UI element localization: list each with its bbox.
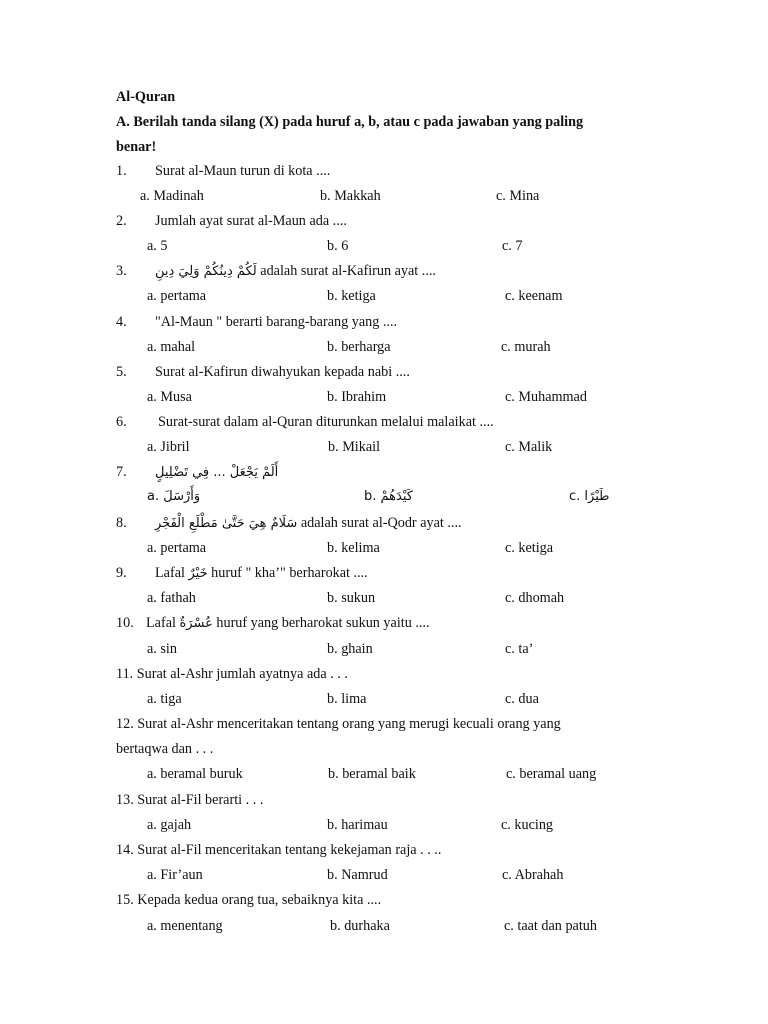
question-stem-end: huruf yang berharokat sukun yaitu .... xyxy=(216,615,430,631)
options-row xyxy=(0,691,768,711)
question-row xyxy=(0,515,768,535)
option-b: b. kelima xyxy=(327,540,380,556)
question-number: 2. xyxy=(116,213,127,229)
option-c: c. Malik xyxy=(505,439,553,455)
option-c: c. kucing xyxy=(501,817,554,833)
options-row xyxy=(0,238,768,258)
question-row xyxy=(0,163,768,183)
options-row xyxy=(0,641,768,661)
arabic-text: سَلَامٌ هِيَ حَتَّىٰ مَطْلَعِ الْفَجْرِ xyxy=(155,516,298,531)
option-a: a. gajah xyxy=(147,817,192,833)
question-text xyxy=(158,414,494,431)
question-number: 11. xyxy=(116,666,134,682)
options-row xyxy=(0,389,768,409)
question-row xyxy=(0,666,768,686)
question-text xyxy=(116,666,348,683)
option-b: b. كَيْدَهُمْ xyxy=(364,489,413,504)
question-number: 8. xyxy=(116,515,127,531)
page-title: Al-Quran xyxy=(116,89,176,105)
question-text xyxy=(116,892,381,909)
question-number: 9. xyxy=(116,565,127,581)
question-stem-line-2: bertaqwa dan . . . xyxy=(116,741,214,757)
question-number: 12. xyxy=(116,716,134,732)
question-text xyxy=(116,792,263,809)
option-c: c. dhomah xyxy=(505,590,565,606)
options-row xyxy=(0,288,768,308)
option-c: c. taat dan patuh xyxy=(504,918,597,934)
question-row xyxy=(0,615,768,635)
question-stem: Surat al-Maun turun di kota .... xyxy=(155,163,331,179)
question-row xyxy=(0,792,768,812)
question-text xyxy=(155,515,462,532)
option-a: a. beramal buruk xyxy=(147,766,243,782)
option-c: c. keenam xyxy=(505,288,563,304)
arabic-text: لَكُمْ دِينُكُمْ وَلِيَ دِينِ xyxy=(155,264,257,279)
option-c: c. ta’ xyxy=(505,641,534,657)
options-row xyxy=(0,867,768,887)
question-row xyxy=(0,263,768,283)
question-row xyxy=(0,314,768,334)
question-row xyxy=(0,213,768,233)
option-b: b. ketiga xyxy=(327,288,376,304)
option-c: c. dua xyxy=(505,691,539,707)
question-number: 7. xyxy=(116,464,127,480)
option-a: a. pertama xyxy=(147,540,207,556)
question-text xyxy=(155,213,347,230)
options-row xyxy=(0,339,768,359)
options-row xyxy=(0,918,768,938)
arabic-text: عُسْرَةٌ xyxy=(179,616,213,631)
option-b: b. lima xyxy=(327,691,367,707)
option-b: b. harimau xyxy=(327,817,388,833)
question-number: 10. xyxy=(116,615,134,631)
option-a: a. menentang xyxy=(147,918,223,934)
arabic-text: أَلَمْ يَجْعَلْ ... فِي تَضْلِيلٍ xyxy=(155,465,279,480)
question-text xyxy=(155,314,397,331)
option-b: b. Makkah xyxy=(320,188,381,204)
option-a: a. 5 xyxy=(147,238,168,254)
option-b: b. berharga xyxy=(327,339,391,355)
option-b: b. Mikail xyxy=(328,439,381,455)
question-row-continued xyxy=(0,741,768,761)
question-stem: Jumlah ayat surat al-Maun ada .... xyxy=(155,213,347,229)
option-b: b. durhaka xyxy=(330,918,390,934)
options-row xyxy=(0,188,768,208)
option-a: a. sin xyxy=(147,641,177,657)
option-a: a. mahal xyxy=(147,339,196,355)
options-row xyxy=(0,817,768,837)
question-number: 15. xyxy=(116,892,134,908)
question-stem-end: adalah surat al-Qodr ayat .... xyxy=(300,515,462,531)
options-row xyxy=(0,489,768,509)
question-stem-end: huruf " kha’" berharokat .... xyxy=(211,565,368,581)
question-text xyxy=(155,364,410,381)
question-text xyxy=(116,716,561,733)
question-row xyxy=(0,364,768,384)
option-a: a. Musa xyxy=(147,389,192,405)
question-row xyxy=(0,842,768,862)
question-number: 6. xyxy=(116,414,127,430)
question-row xyxy=(0,414,768,434)
question-stem: Surat al-Fil menceritakan tentang kekejaman raja . . .. xyxy=(137,842,442,858)
question-number: 5. xyxy=(116,364,127,380)
question-stem: Surat al-Ashr jumlah ayatnya ada . . . xyxy=(136,666,348,682)
question-text xyxy=(116,842,441,859)
question-stem-end: adalah surat al-Kafirun ayat .... xyxy=(260,263,436,279)
question-row xyxy=(0,892,768,912)
question-text xyxy=(155,163,330,180)
question-stem: Surat al-Kafirun diwahyukan kepada nabi .... xyxy=(155,364,410,380)
option-c: c. 7 xyxy=(502,238,523,254)
option-c: c. ketiga xyxy=(505,540,554,556)
option-c: c. طَيْرًا xyxy=(569,489,610,504)
option-a: a. pertama xyxy=(147,288,207,304)
option-a: a. Madinah xyxy=(140,188,204,204)
option-a: a. وَأَرْسَلَ xyxy=(147,489,201,504)
question-number: 1. xyxy=(116,163,127,179)
option-a: a. tiga xyxy=(147,691,182,707)
option-c: c. murah xyxy=(501,339,551,355)
option-b: b. sukun xyxy=(327,590,376,606)
instruction-line-1: A. Berilah tanda silang (X) pada huruf a, b, atau c pada jawaban yang paling xyxy=(116,114,584,130)
option-c: c. Mina xyxy=(496,188,540,204)
options-row xyxy=(0,766,768,786)
question-number: 4. xyxy=(116,314,127,330)
option-b: b. 6 xyxy=(327,238,349,254)
question-text xyxy=(155,263,436,280)
options-row xyxy=(0,439,768,459)
question-stem: "Al-Maun " berarti barang-barang yang .... xyxy=(155,314,398,330)
option-a: a. Jibril xyxy=(147,439,190,455)
question-stem: Kepada kedua orang tua, sebaiknya kita .... xyxy=(137,892,382,908)
question-text xyxy=(155,565,368,582)
question-number: 13. xyxy=(116,792,134,808)
option-a: a. fathah xyxy=(147,590,196,606)
options-row xyxy=(0,540,768,560)
option-b: b. Ibrahim xyxy=(327,389,387,405)
question-text xyxy=(155,464,278,481)
question-number: 14. xyxy=(116,842,134,858)
question-stem: Lafal xyxy=(155,565,185,581)
question-text xyxy=(146,615,430,632)
question-stem: Surat al-Ashr menceritakan tentang orang yang merugi kecuali orang yang xyxy=(137,716,561,732)
question-number: 3. xyxy=(116,263,127,279)
question-row xyxy=(0,464,768,484)
option-b: b. beramal baik xyxy=(328,766,416,782)
option-b: b. ghain xyxy=(327,641,373,657)
option-b: b. Namrud xyxy=(327,867,388,883)
question-row xyxy=(0,716,768,736)
option-c: c. beramal uang xyxy=(506,766,597,782)
option-a: a. Fir’aun xyxy=(147,867,203,883)
question-stem: Surat al-Fil berarti . . . xyxy=(137,792,264,808)
option-c: c. Abrahah xyxy=(502,867,564,883)
arabic-text: خَيْرٌ xyxy=(188,566,208,581)
options-row xyxy=(0,590,768,610)
question-row xyxy=(0,565,768,585)
instruction-line-2: benar! xyxy=(116,139,157,155)
option-c: c. Muhammad xyxy=(505,389,587,405)
question-stem: Lafal xyxy=(146,615,176,631)
question-stem: Surat-surat dalam al-Quran diturunkan melalui malaikat .... xyxy=(158,414,494,430)
